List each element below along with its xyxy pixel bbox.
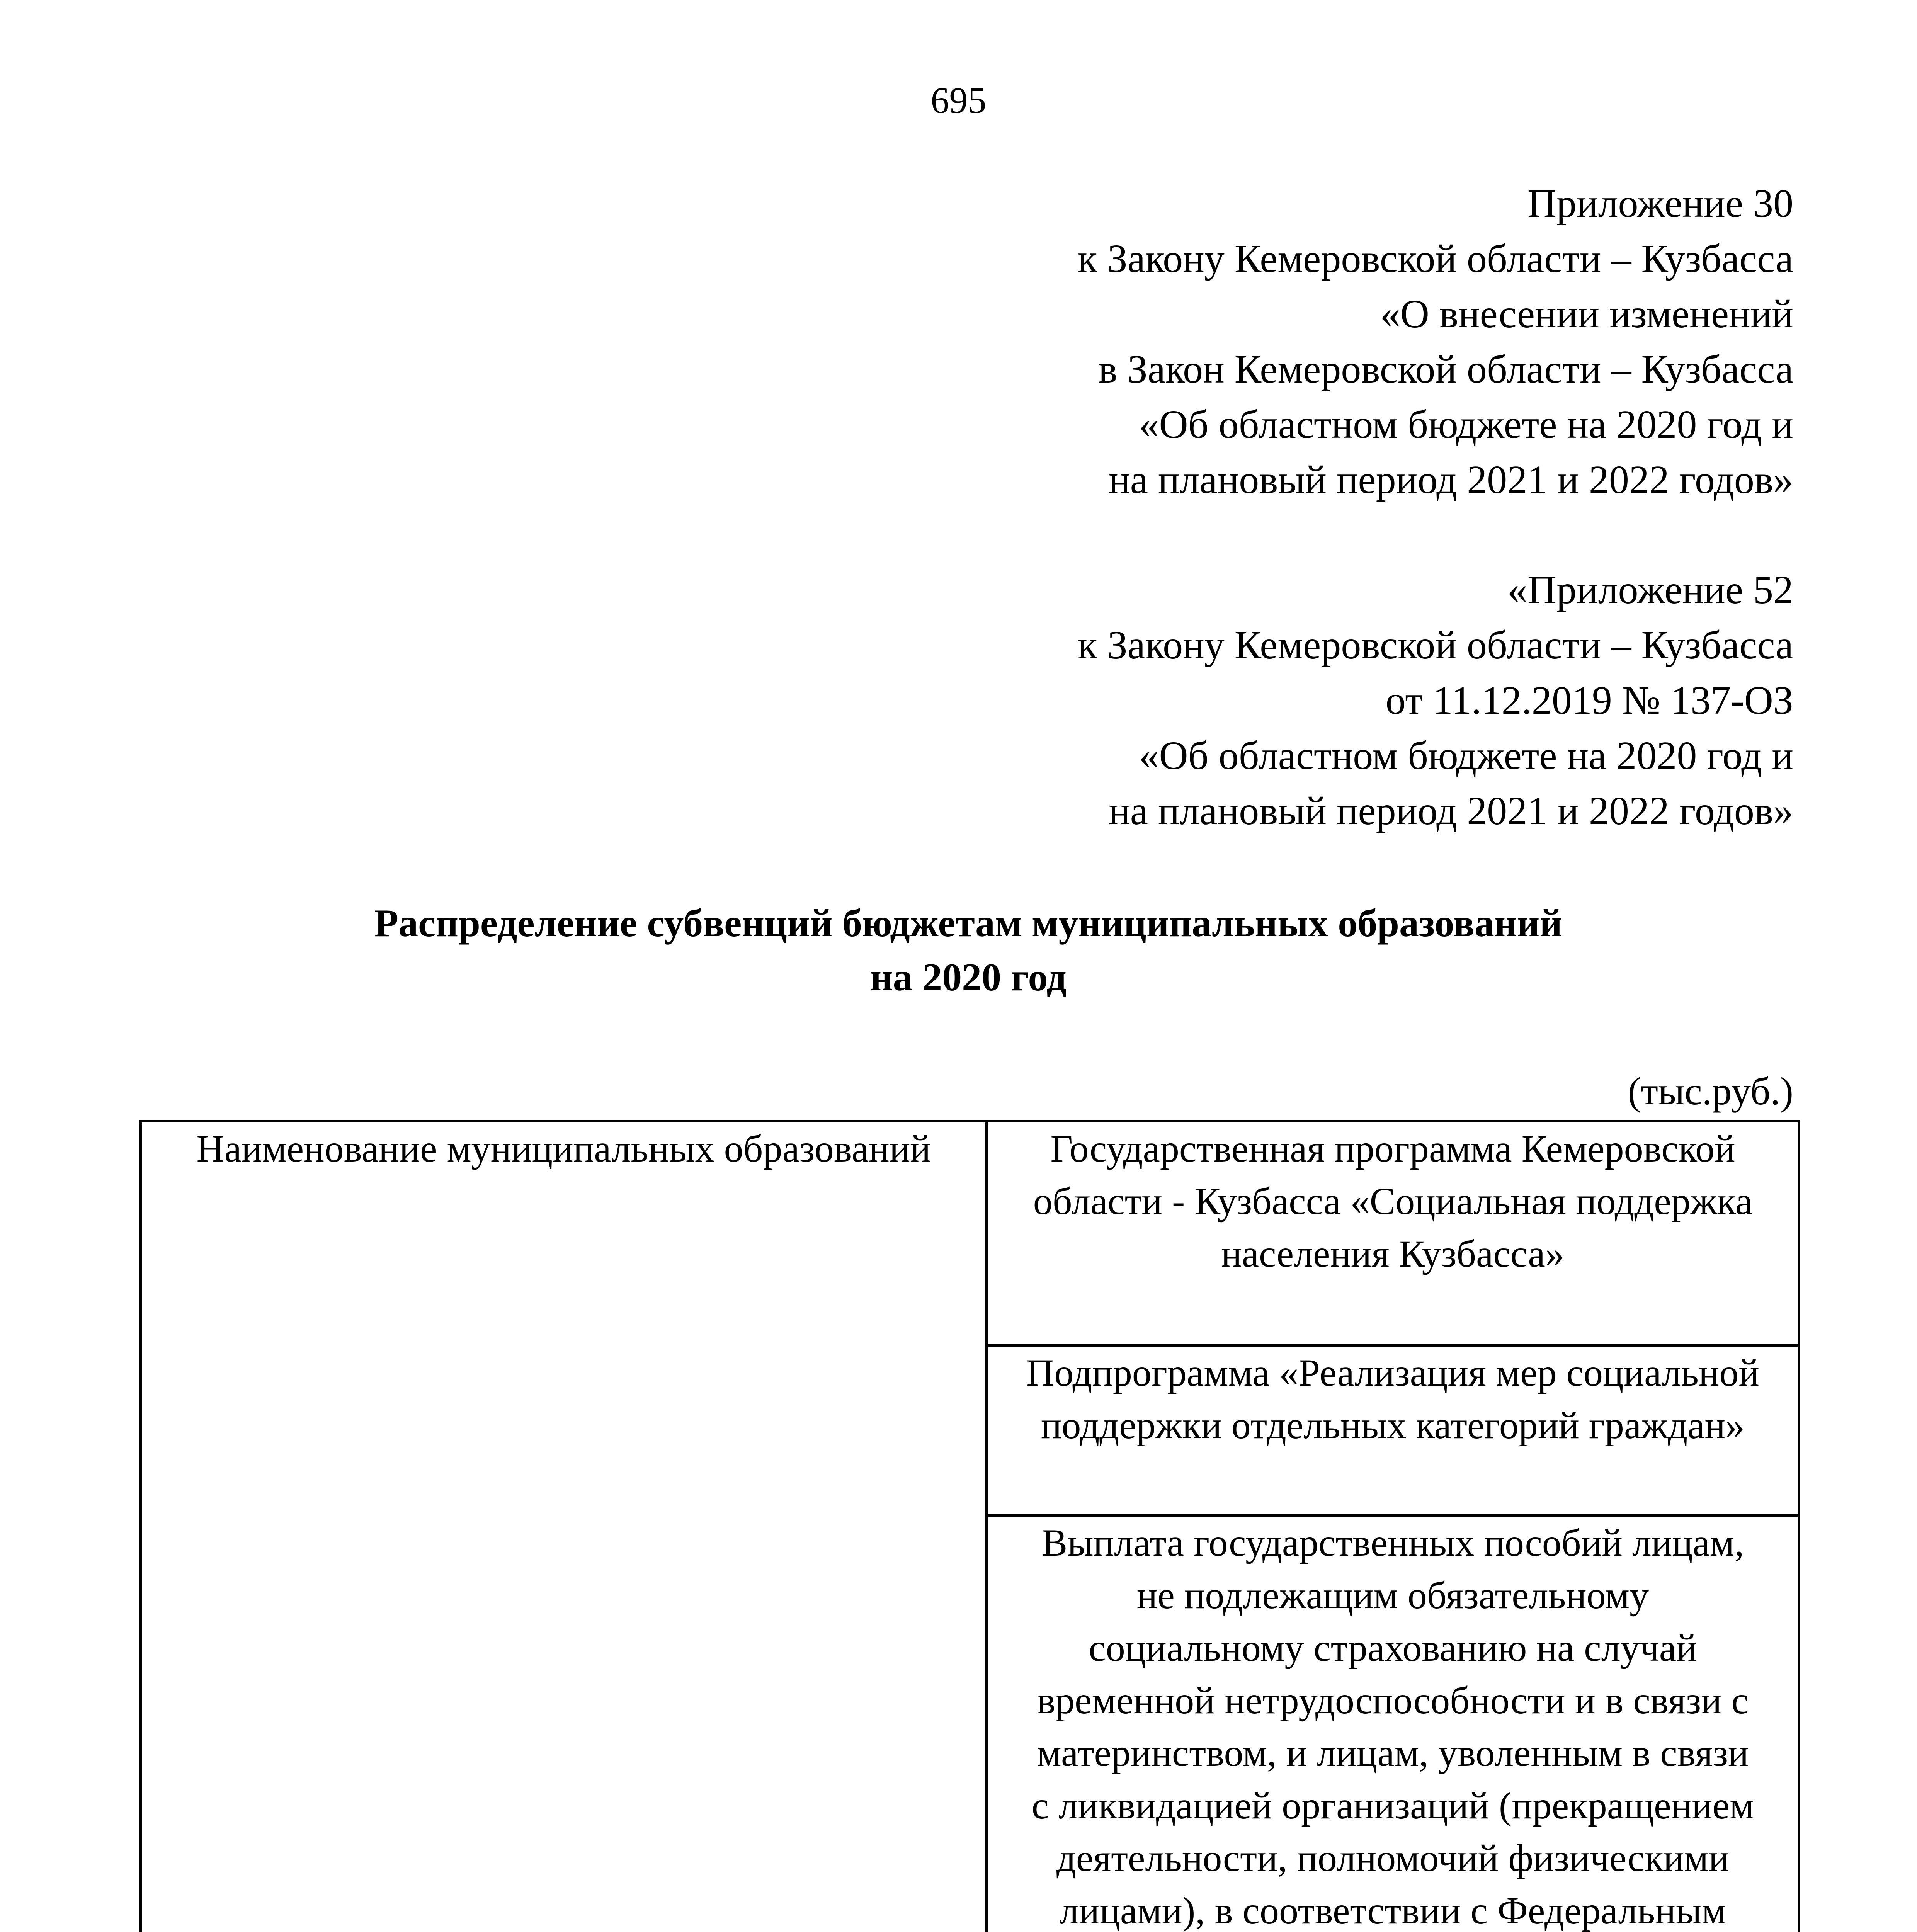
header-line: «Приложение 52 [1507,568,1793,612]
document-title-line: на 2020 год [870,956,1067,999]
header-line: «Об областном бюджете на 2020 год и [1139,402,1793,447]
subprogram-header-line: поддержки отдельных категорий граждан» [1041,1404,1745,1447]
page-number: 695 [930,80,987,121]
header-line: Приложение 30 [1527,181,1793,226]
appendix-30-header [1078,176,1793,507]
header-line: «Об областном бюджете на 2020 год и [1139,733,1793,778]
header-line: к Закону Кемеровской области – Кузбасса [1078,623,1793,667]
header-line: к Закону Кемеровской области – Кузбасса [1078,236,1793,281]
header-line: от 11.12.2019 № 137-ОЗ [1385,678,1793,723]
measure-header-line: социальному страхованию на случай [1089,1626,1697,1669]
measure-header-line: не подлежащим обязательному [1136,1574,1649,1617]
measure-header [987,1515,1799,1932]
measure-header-line: материнством, и лицам, уволенным в связи [1037,1731,1749,1774]
appendix-52-header [1078,562,1793,838]
header-line: в Закон Кемеровской области – Кузбасса [1098,347,1793,391]
header-row-program [141,1121,1799,1345]
unit-note: (тыс.руб.) [1628,1070,1793,1113]
subprogram-header-line: Подпрограмма «Реализация мер социальной [1026,1351,1759,1394]
header-line: на плановый период 2021 и 2022 годов» [1109,457,1793,502]
subprogram-header [987,1345,1799,1515]
program-header-line: Государственная программа Кемеровской [1050,1127,1735,1170]
program-header [987,1121,1799,1345]
document-title [139,896,1798,1005]
subvention-distribution-table [139,1120,1800,1932]
header-line: на плановый период 2021 и 2022 годов» [1109,789,1793,833]
measure-header-line: деятельности, полномочий физическими [1056,1837,1729,1879]
measure-header-line: Выплата государственных пособий лицам, [1041,1521,1744,1564]
program-header-line: населения Кузбасса» [1221,1232,1565,1275]
document-title-line: Распределение субвенций бюджетам муниципальных образований [374,901,1563,945]
program-header-line: области - Кузбасса «Социальная поддержка [1033,1180,1753,1223]
measure-header-line: лицами), в соответствии с Федеральным [1059,1889,1726,1932]
measure-header-line: с ликвидацией организаций (прекращением [1031,1784,1754,1827]
name-column-header: Наименование муниципальных образований [141,1121,987,1932]
measure-header-line: временной нетрудоспособности и в связи с [1037,1679,1749,1722]
header-line: «О внесении изменений [1380,292,1793,336]
